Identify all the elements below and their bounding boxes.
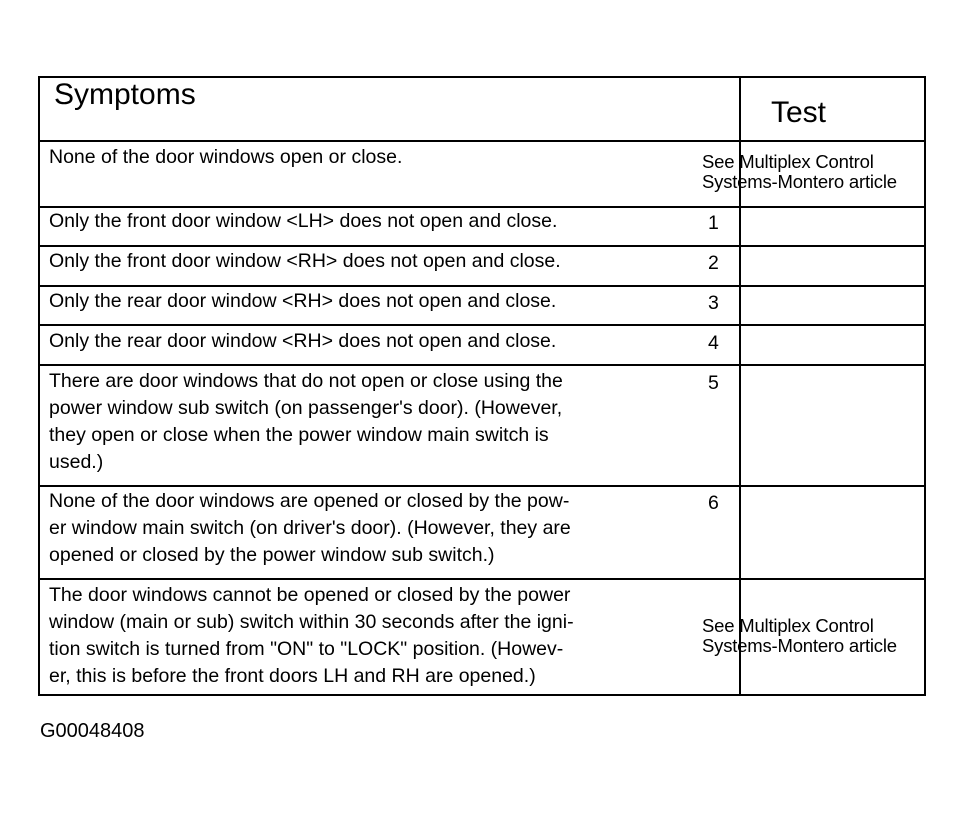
test-cell: 3 (708, 292, 719, 314)
test-header: Test (771, 96, 827, 129)
symptom-line: The door windows cannot be opened or closed by the power (49, 584, 571, 606)
test-cell: 5 (708, 372, 719, 394)
row-divider (40, 245, 924, 247)
test-cell: 2 (708, 252, 719, 274)
row-divider (40, 324, 924, 326)
symptom-test-table (38, 76, 926, 696)
test-cell-line: Systems-Montero article (702, 171, 897, 192)
test-cell: 6 (708, 492, 719, 514)
row-divider (40, 485, 924, 487)
test-cell-line: Systems-Montero article (702, 635, 897, 656)
symptom-cell (49, 488, 731, 569)
row-divider (40, 140, 924, 142)
symptom-line: er window main switch (on driver's door). (However, they are (49, 517, 571, 539)
symptom-line: power window sub switch (on passenger's door). (However, (49, 397, 563, 419)
symptom-line: opened or closed by the power window sub switch.) (49, 544, 495, 566)
test-cell: 4 (708, 332, 719, 354)
symptom-line: There are door windows that do not open or close using the (49, 370, 563, 392)
symptom-cell: Only the front door window <RH> does not open and close. (49, 250, 561, 272)
symptom-line: used.) (49, 451, 104, 473)
symptom-cell: Only the rear door window <RH> does not open and close. (49, 330, 557, 352)
symptom-line: er, this is before the front doors LH and RH are opened.) (49, 665, 536, 687)
symptom-cell: Only the rear door window <RH> does not open and close. (49, 290, 557, 312)
symptom-line: tion switch is turned from "ON" to "LOCK" position. (Howev- (49, 638, 564, 660)
symptom-cell (49, 368, 731, 476)
test-cell-line: See Multiplex Control (702, 615, 874, 636)
symptom-line: they open or close when the power window main switch is (49, 424, 549, 446)
row-divider (40, 578, 924, 580)
row-divider (40, 364, 924, 366)
test-cell (702, 152, 927, 192)
symptom-line: None of the door windows are opened or closed by the pow- (49, 490, 570, 512)
symptom-cell: None of the door windows open or close. (49, 146, 403, 168)
symptom-cell: Only the front door window <LH> does not open and close. (49, 210, 558, 232)
figure-id: G00048408 (40, 720, 145, 742)
symptoms-header: Symptoms (54, 78, 196, 111)
test-cell-line: See Multiplex Control (702, 151, 874, 172)
test-cell (702, 616, 927, 656)
symptom-line: window (main or sub) switch within 30 seconds after the igni- (49, 611, 574, 633)
symptom-cell (49, 582, 731, 690)
test-cell: 1 (708, 212, 719, 234)
row-divider (40, 285, 924, 287)
